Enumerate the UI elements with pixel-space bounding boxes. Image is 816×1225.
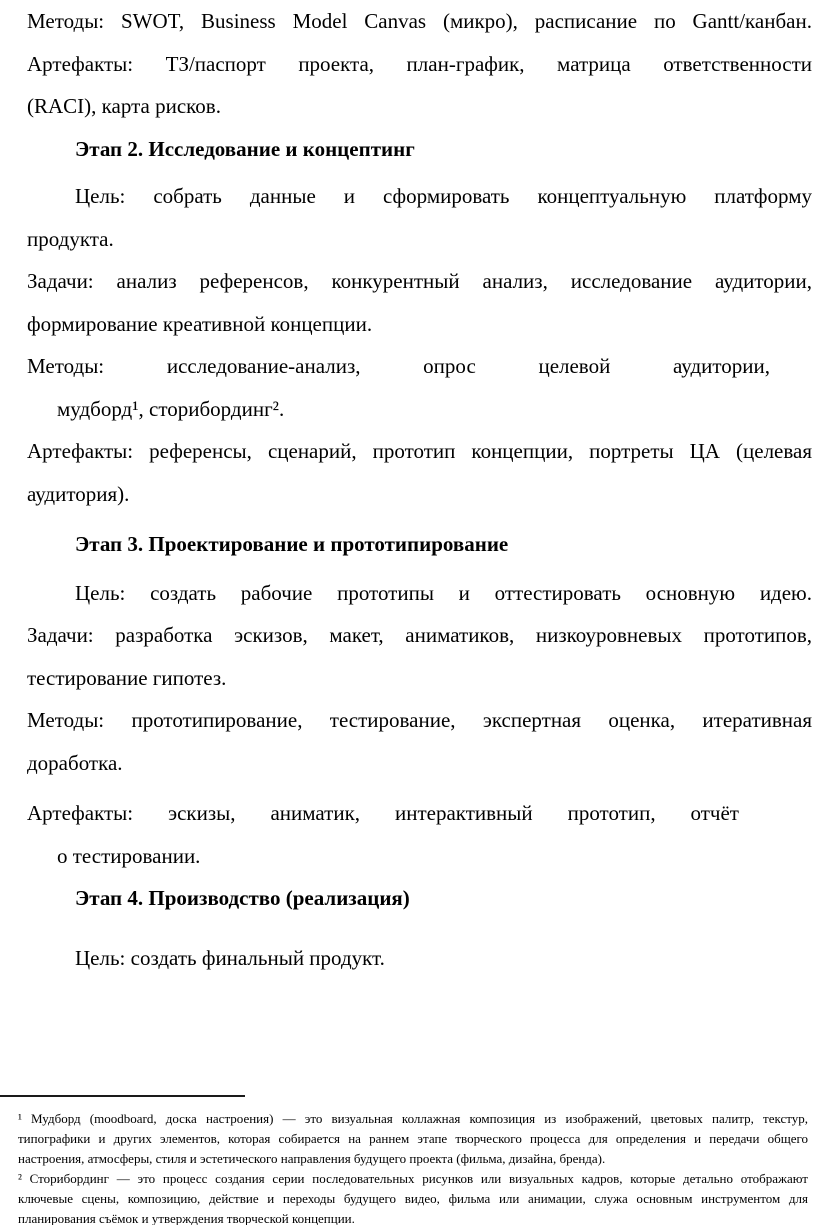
footnote-2-line: планирования съёмок и утверждения творческой концепции. xyxy=(18,1211,355,1225)
text-line: Методы: SWOT, Business Model Canvas (микро), расписание по Gantt/канбан. xyxy=(27,9,812,33)
text-line: Методы: прототипирование, тестирование, экспертная оценка, итеративная xyxy=(27,708,812,732)
footnote-2-line: ² Сторибординг — это процесс создания серии последовательных рисунков или визуальных кадров, которые детально отображают xyxy=(18,1171,808,1186)
text-line: (RACI), карта рисков. xyxy=(27,94,221,118)
text-line: тестирование гипотез. xyxy=(27,665,227,690)
footnote-1-line: настроения, атмосферы, стиля и эстетического направления будущего проекта (фильма, дизайна, бренда). xyxy=(18,1151,606,1166)
footnote-1-line: ¹ Мудборд (moodboard, доска настроения) — это визуальная коллажная композиция из изображений, цветовых палитр, текстур, xyxy=(18,1111,808,1126)
text-line: Цель: создать финальный продукт. xyxy=(75,945,385,970)
text-line: аудитория). xyxy=(27,481,130,506)
footnotes-section xyxy=(0,1097,816,1225)
text-line: продукта. xyxy=(27,226,114,251)
footnote-1-line: типографики и других элементов, которая собирается на раннем этапе творческого процесса для определения и передачи общего xyxy=(18,1131,808,1146)
text-line: Артефакты: референсы, сценарий, прототип концепции, портреты ЦА (целевая xyxy=(27,439,812,463)
text-line: о тестировании. xyxy=(57,843,201,868)
stage-2-heading: Этап 2. Исследование и концептинг xyxy=(75,136,415,161)
stage-3-heading: Этап 3. Проектирование и прототипирование xyxy=(75,532,509,556)
footnote-2-line: ключевые сцены, композицию, действие и переходы будущего видео, фильма или анимации, служа основным инструментом для xyxy=(18,1191,808,1206)
text-line: Цель: собрать данные и сформировать концептуальную платформу xyxy=(75,184,812,208)
text-line: Артефакты: эскизы, аниматик, интерактивный прототип, отчёт xyxy=(27,801,739,825)
text-line: мудборд¹, сторибординг². xyxy=(57,396,285,421)
text-line: Артефакты: ТЗ/паспорт проекта, план-график, матрица ответственности xyxy=(27,51,812,76)
text-line: Задачи: анализ референсов, конкурентный анализ, исследование аудитории, xyxy=(27,269,812,293)
text-line: Цель: создать рабочие прототипы и оттестировать основную идею. xyxy=(75,580,812,605)
text-line: доработка. xyxy=(27,750,123,775)
text-line: формирование креативной концепции. xyxy=(27,311,373,336)
text-line: Задачи: разработка эскизов, макет, аниматиков, низкоуровневых прототипов, xyxy=(27,623,812,647)
text-line: Методы: исследование-анализ, опрос целевой аудитории, xyxy=(27,354,770,378)
stage-4-heading: Этап 4. Производство (реализация) xyxy=(75,886,410,910)
